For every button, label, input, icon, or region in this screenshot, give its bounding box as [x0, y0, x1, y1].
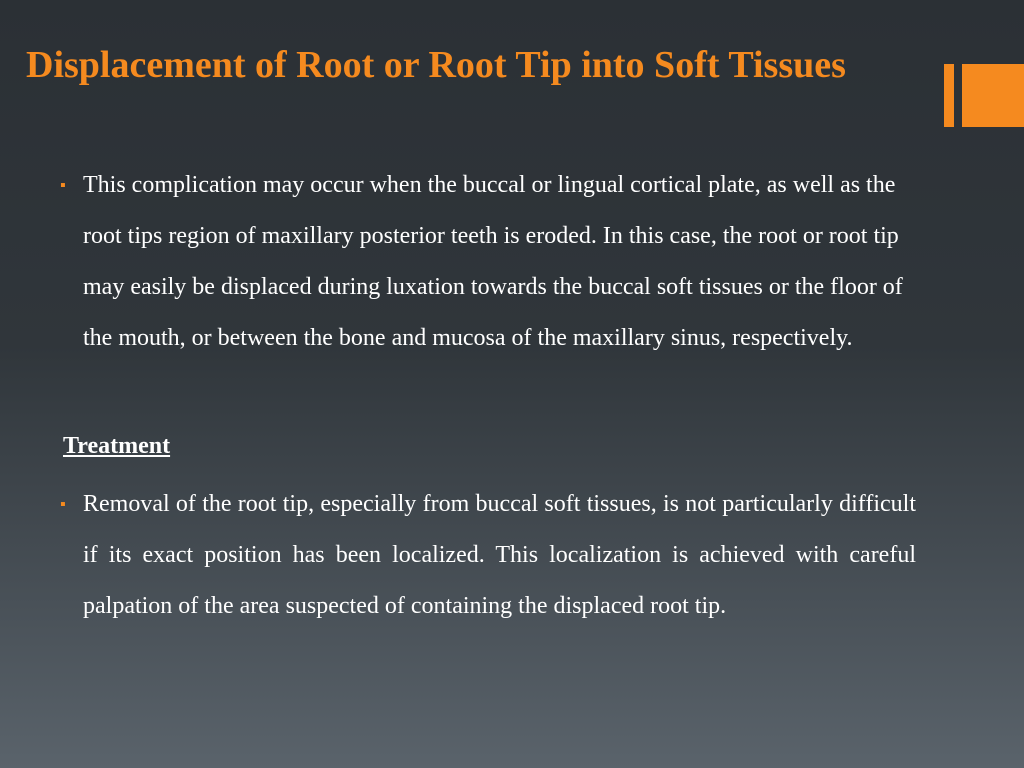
bullet-item	[60, 160, 916, 364]
subheading-treatment: Treatment	[63, 433, 171, 459]
slide-title: Displacement of Root or Root Tip into Soft Tissues	[26, 44, 846, 86]
bullet-item	[60, 479, 916, 632]
decorative-bar-thin	[944, 64, 954, 127]
bullet-text: Removal of the root tip, especially from buccal soft tissues, is not particularly difficult if its exact position has been localized. This localization is achieved with careful palpation of the area suspected of containing the displaced root tip.	[83, 491, 916, 619]
square-bullet-icon: ▪	[60, 177, 66, 194]
decorative-bar-wide	[962, 64, 1024, 127]
bullet-text: This complication may occur when the buccal or lingual cortical plate, as well as the root tips region of maxillary posterior teeth is eroded. In this case, the root or root tip may easily be displaced during luxation towards the buccal soft tissues or the floor of the mouth, or between the bone and mucosa of the maxillary sinus, respectively.	[83, 172, 903, 351]
square-bullet-icon: ▪	[60, 496, 66, 513]
